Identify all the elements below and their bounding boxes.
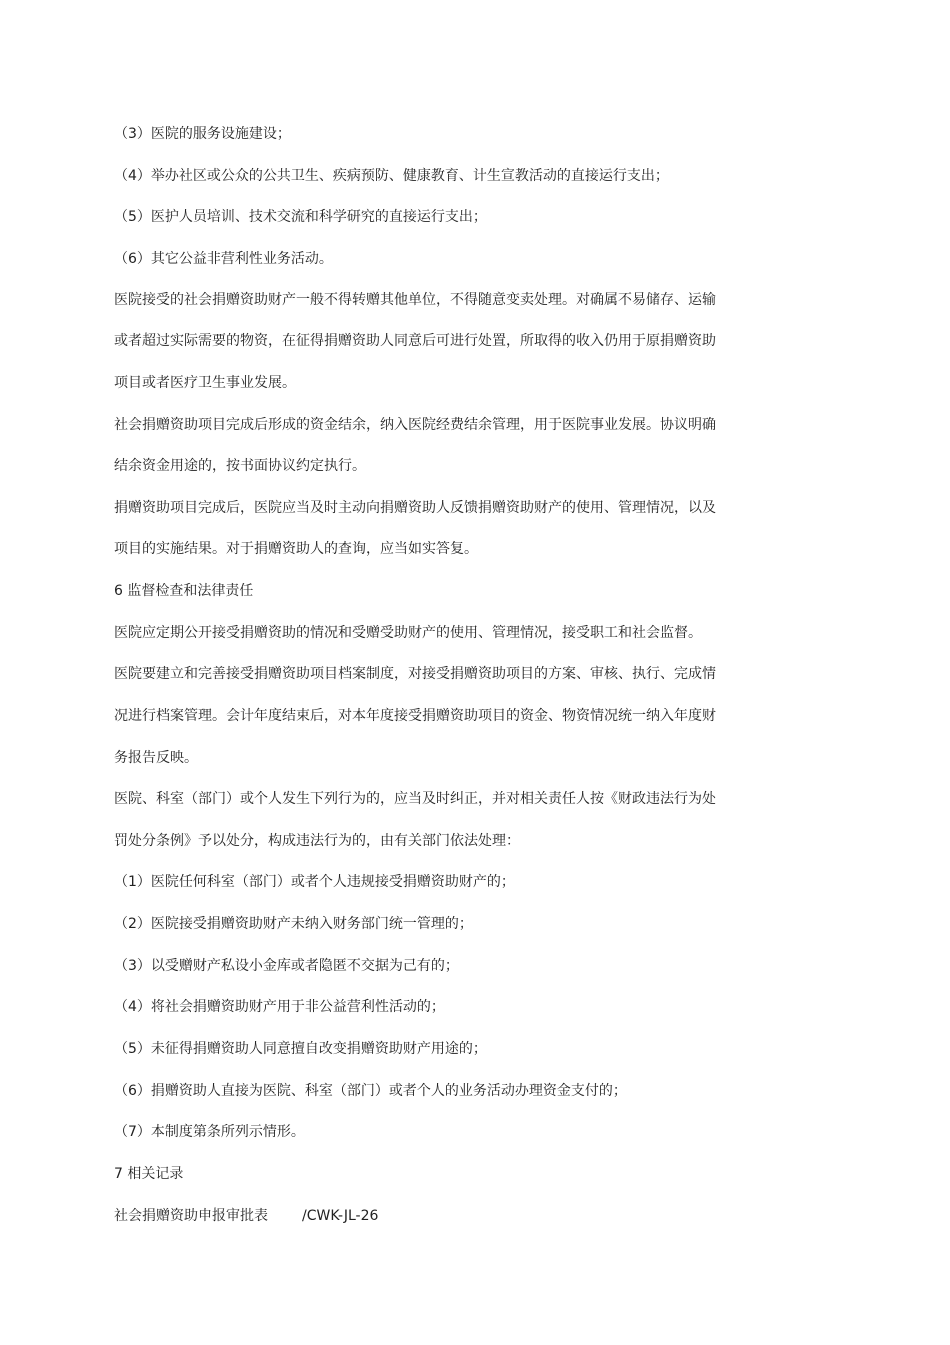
paragraph-line: 或者超过实际需要的物资，在征得捐赠资助人同意后可进行处置，所取得的收入仍用于原捐赠资助 xyxy=(114,333,716,349)
paragraph-line: 罚处分条例》予以处分，构成违法行为的，由有关部门依法处理： xyxy=(114,833,520,849)
list-item-6: （6）其它公益非营利性业务活动。 xyxy=(114,251,333,267)
paragraph-line: 务报告反映。 xyxy=(114,750,198,766)
list-item-7: （7）本制度第条所列示情形。 xyxy=(114,1124,305,1140)
section-heading: 7 相关记录 xyxy=(114,1166,184,1182)
record-name: 社会捐赠资助申报审批表 xyxy=(114,1208,268,1224)
paragraph-line: 结余资金用途的，按书面协议约定执行。 xyxy=(114,458,366,474)
list-item-5: （5）医护人员培训、技术交流和科学研究的直接运行支出； xyxy=(114,209,487,225)
list-item-1: （1）医院任何科室（部门）或者个人违规接受捐赠资助财产的； xyxy=(114,874,515,890)
list-item-6: （6）捐赠资助人直接为医院、科室（部门）或者个人的业务活动办理资金支付的； xyxy=(114,1083,627,1099)
paragraph-line: 医院应定期公开接受捐赠资助的情况和受赠受助财产的使用、管理情况，接受职工和社会监督。 xyxy=(114,625,702,641)
paragraph-line: 项目的实施结果。对于捐赠资助人的查询，应当如实答复。 xyxy=(114,541,478,557)
paragraph-line: 况进行档案管理。会计年度结束后，对本年度接受捐赠资助项目的资金、物资情况统一纳入年度财 xyxy=(114,708,716,724)
list-item-2: （2）医院接受捐赠资助财产未纳入财务部门统一管理的； xyxy=(114,916,473,932)
list-item-5: （5）未征得捐赠资助人同意擅自改变捐赠资助财产用途的； xyxy=(114,1041,487,1057)
record-entry xyxy=(114,1206,774,1226)
list-item-3: （3）以受赠财产私设小金库或者隐匿不交据为己有的； xyxy=(114,958,459,974)
paragraph-line: 医院、科室（部门）或个人发生下列行为的，应当及时纠正，并对相关责任人按《财政违法行为处 xyxy=(114,791,716,807)
list-item-4: （4）将社会捐赠资助财产用于非公益营利性活动的； xyxy=(114,999,445,1015)
paragraph-line: 项目或者医疗卫生事业发展。 xyxy=(114,375,296,391)
list-item-3: （3）医院的服务设施建设； xyxy=(114,126,291,142)
paragraph-line: 医院接受的社会捐赠资助财产一般不得转赠其他单位，不得随意变卖处理。对确属不易储存、运输 xyxy=(114,292,716,308)
paragraph-line: 医院要建立和完善接受捐赠资助项目档案制度，对接受捐赠资助项目的方案、审核、执行、完成情 xyxy=(114,666,716,682)
paragraph-line: 捐赠资助项目完成后，医院应当及时主动向捐赠资助人反馈捐赠资助财产的使用、管理情况，以及 xyxy=(114,500,716,516)
section-heading: 6 监督检查和法律责任 xyxy=(114,583,254,599)
record-code: /CWK-JL-26 xyxy=(302,1208,379,1224)
paragraph-line: 社会捐赠资助项目完成后形成的资金结余，纳入医院经费结余管理，用于医院事业发展。协议明确 xyxy=(114,417,716,433)
list-item-4: （4）举办社区或公众的公共卫生、疾病预防、健康教育、计生宣教活动的直接运行支出； xyxy=(114,168,669,184)
